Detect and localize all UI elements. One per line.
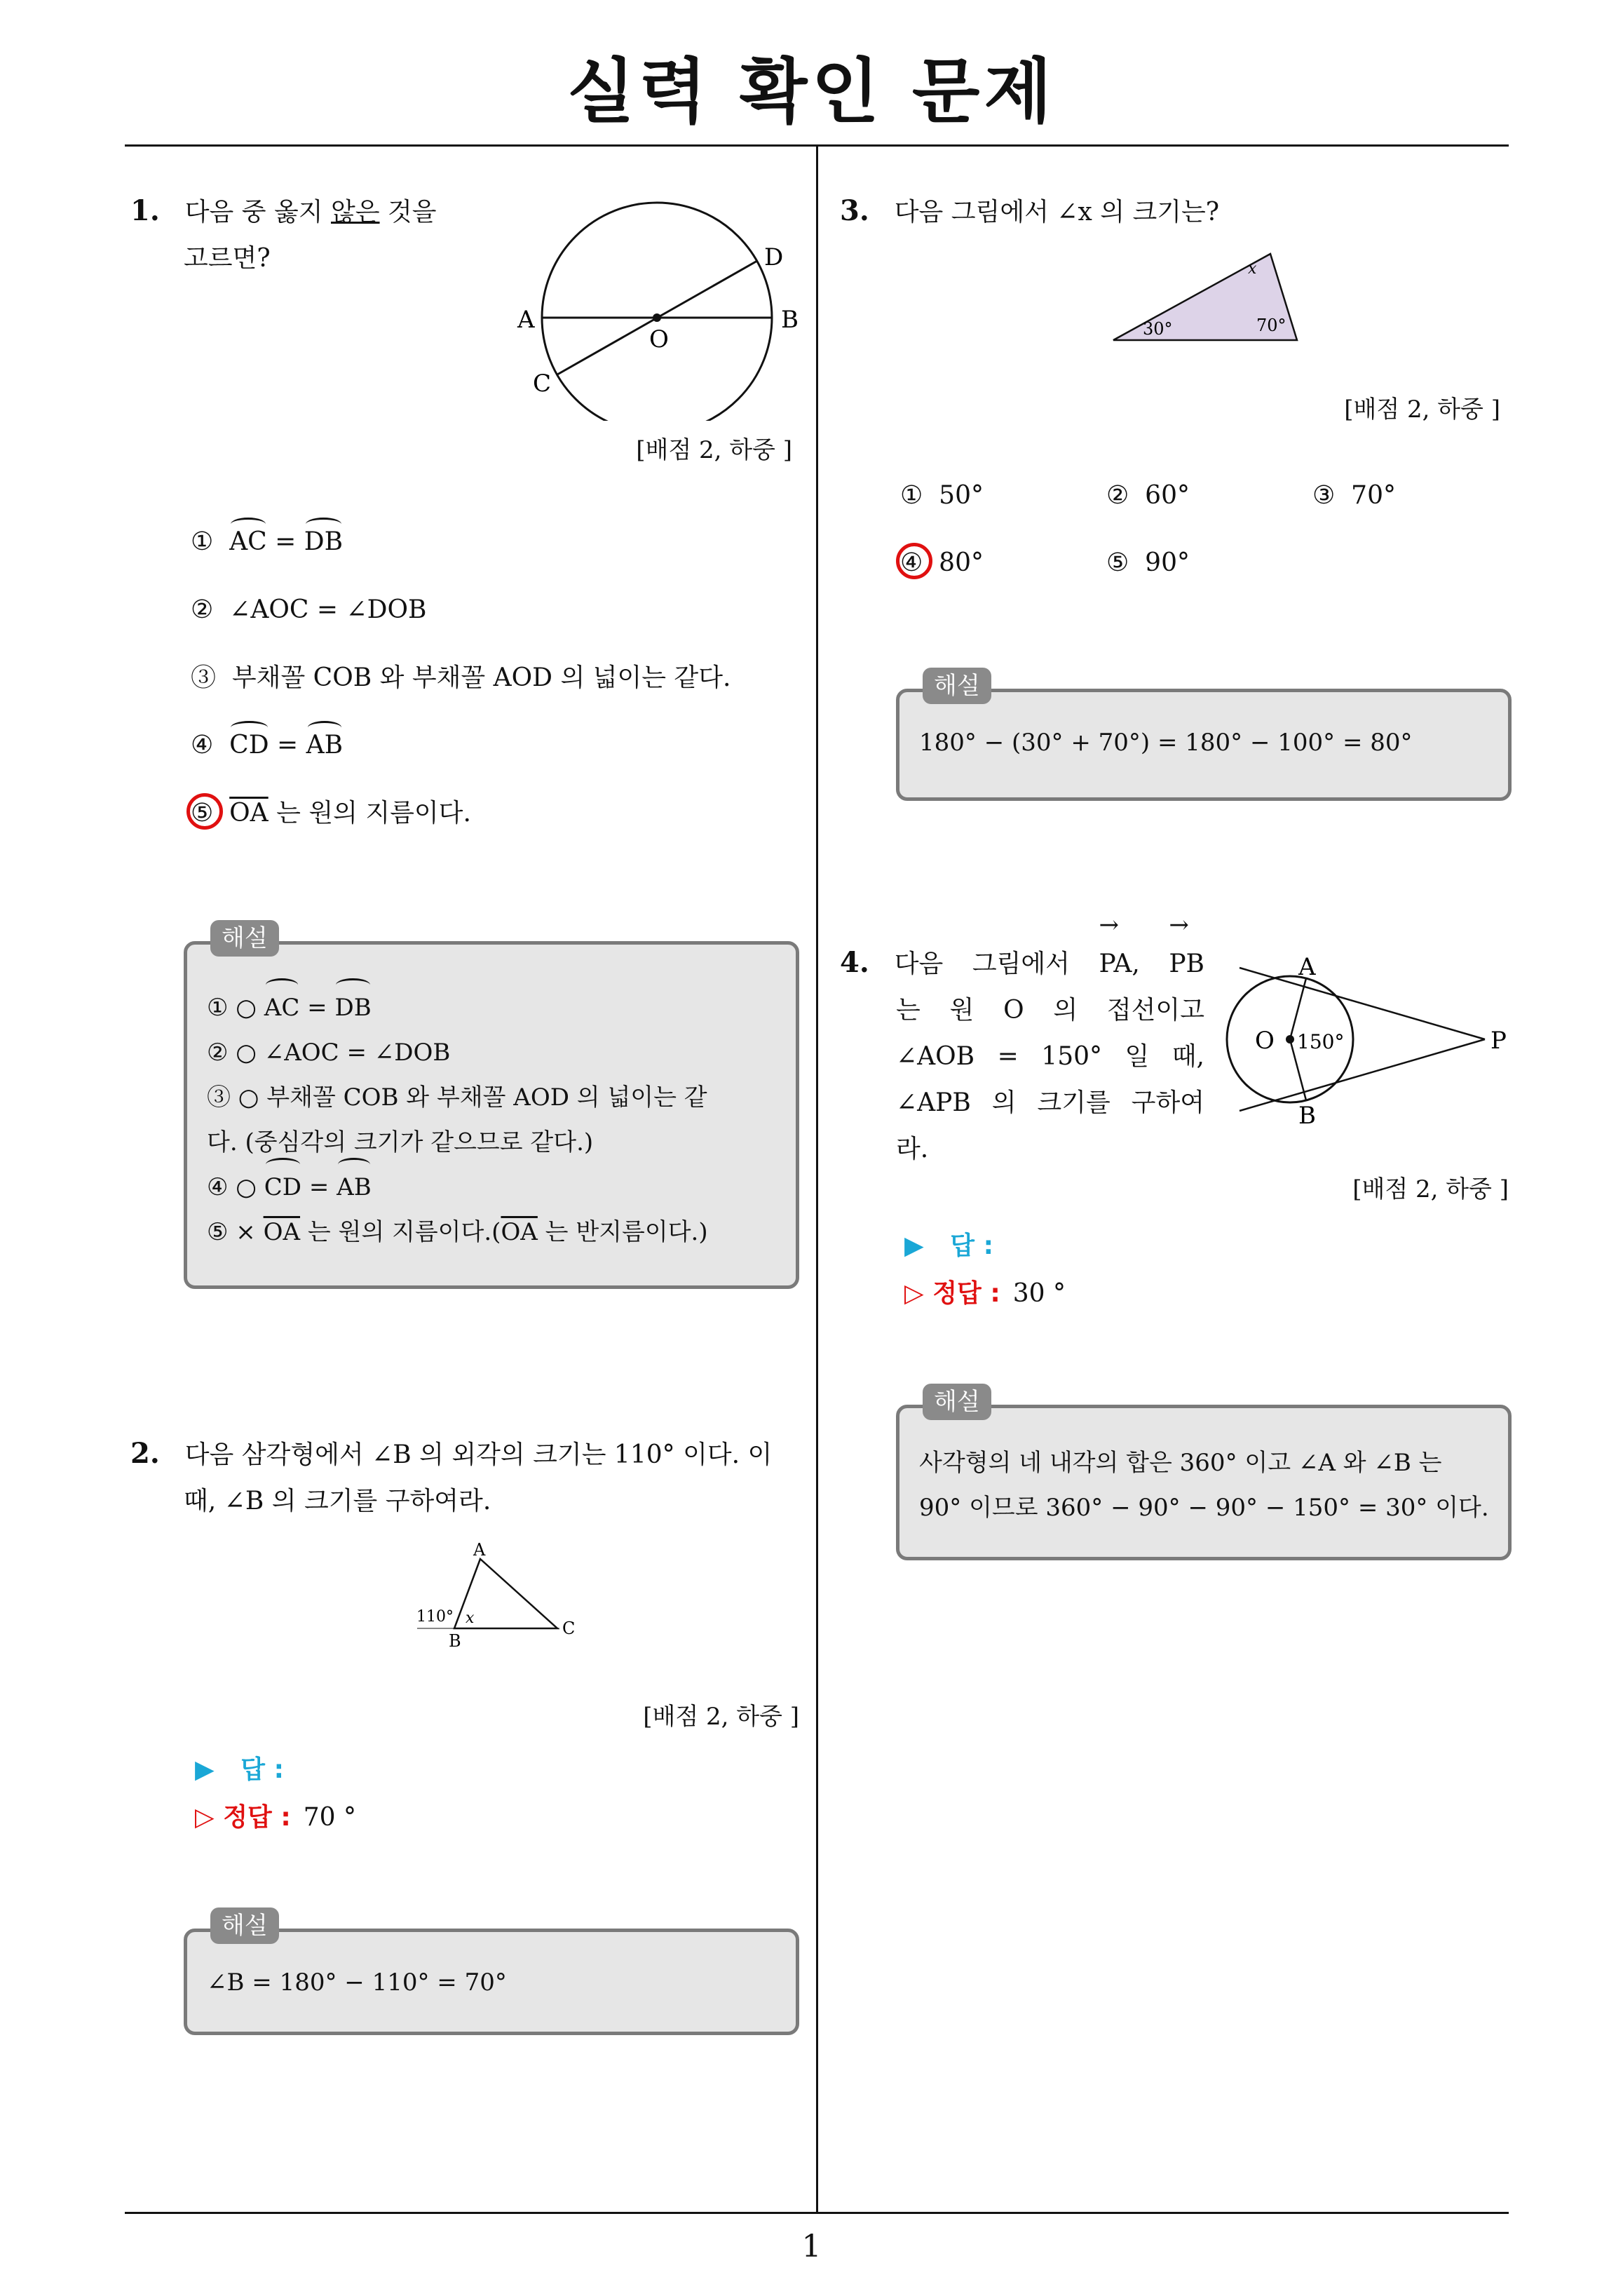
q4-label-b: B	[1298, 1102, 1316, 1129]
page-number: 1	[801, 2229, 822, 2264]
q4-tangent-figure	[1220, 947, 1514, 1129]
q1-circle	[542, 203, 772, 421]
q3-text: 3. 다음 그림에서 ∠x 의 크기는?	[840, 194, 1220, 227]
q2-label-x: x	[466, 1609, 475, 1627]
q1-score: [배점 2, 하중 ]	[636, 436, 792, 464]
q1-label-d: D	[764, 243, 784, 271]
filled-arrow-icon: ▶	[904, 1231, 924, 1260]
q3-score: [배점 2, 하중 ]	[1344, 396, 1500, 424]
filled-arrow-icon: ▶	[195, 1755, 215, 1784]
q2-explanation-text: ∠B = 180° − 110° = 70°	[207, 1969, 507, 1997]
q3-label-x: x	[1248, 260, 1257, 278]
q2-explanation-label: 해설	[210, 1907, 279, 1944]
page-title: 실력 확인 문제	[566, 50, 1057, 133]
q4-number: 4.	[840, 946, 869, 979]
q4-center-point	[1286, 1035, 1294, 1044]
q2-explanation-box	[184, 1929, 799, 2035]
q4-tangent-pb	[1240, 1039, 1485, 1111]
q2-label-a: A	[473, 1540, 486, 1560]
q3-option-4[interactable]: ④ 80°	[900, 548, 984, 577]
q1-text: 1. 다음 중 옳지 않은 것을 고르면?	[130, 194, 437, 273]
q4-score: [배점 2, 하중 ]	[1352, 1175, 1509, 1203]
q1-option-3[interactable]: ③ 부채꼴 COB 와 부채꼴 AOD 의 넓이는 같다.	[191, 663, 731, 692]
q4-correct-answer: ▷ 정답 : 30 °	[904, 1279, 1066, 1308]
q2-answer-label: ▶ 답 :	[195, 1755, 285, 1784]
q3-option-5[interactable]: ⑤ 90°	[1106, 548, 1190, 577]
q1-explanation-text: ① ○ AC = DB ② ○ ∠AOC = ∠DOB ③ ○ 부채꼴 COB 와 부채꼴 AOD 의 넓이는 같 다. (중심각의 크기가 같으므로 같다.) ④ ○ CD = AB ⑤ × $\overline{OA}$ 는 원의 지름이다$.(\overline{OA}$ 는 반지름이다.)	[207, 985, 789, 1255]
q4-label-p: P	[1490, 1027, 1507, 1055]
q3-label-30: 30°	[1143, 319, 1173, 339]
q1-explanation-box	[184, 941, 799, 1289]
q4-tangent-pa	[1240, 968, 1485, 1039]
q4-explanation-label: 해설	[923, 1384, 991, 1420]
q3-explanation-label: 해설	[923, 668, 991, 704]
q1-option-4[interactable]: ④ CD = AB	[191, 728, 343, 763]
q1-option-2[interactable]: ② ∠AOC = ∠DOB	[191, 595, 427, 624]
q2-label-b: B	[449, 1631, 461, 1651]
q1-center-point	[653, 313, 661, 322]
q3-explanation-box	[896, 689, 1512, 801]
q1-selected-answer-mark	[186, 793, 223, 830]
bottom-rule	[125, 2212, 1509, 2214]
q4-label-angle: 150°	[1297, 1030, 1345, 1053]
q3-explanation-text: 180° − (30° + 70°) = 180° − 100° = 80°	[919, 729, 1413, 757]
q1-label-b: B	[781, 306, 799, 334]
open-arrow-icon: ▷	[904, 1279, 924, 1308]
q4-label-o: O	[1255, 1027, 1275, 1055]
q3-option-1[interactable]: ① 50°	[900, 481, 984, 510]
q3-triangle-figure	[1108, 245, 1311, 351]
q4-explanation-box	[896, 1405, 1512, 1560]
q2-score: [배점 2, 하중 ]	[643, 1703, 799, 1731]
q1-option-5[interactable]: ⑤ $\overline{OA}$ 는 원의 지름이다.	[191, 799, 471, 828]
q2-number: 2.	[130, 1437, 160, 1470]
q2-triangle-figure	[407, 1536, 589, 1655]
q4-explanation-text: 사각형의 네 내각의 합은 360° 이고 ∠A 와 ∠B 는 90° 이므로 360° − 90° − 90° − 150° = 30° 이다.	[919, 1449, 1489, 1522]
q4-text: 4. 다음 그림에서 PA →, PB → 는 원 O 의 접선이고 ∠AOB = 150° 일 때, ∠APB 의 크기를 구하여 라.	[840, 940, 1204, 1173]
q2-text: 2. 다음 삼각형에서 ∠B 의 외각의 크기는 110° 이다. 이 때, ∠B 의 크기를 구하여라.	[130, 1437, 773, 1515]
q1-option-1[interactable]: ① AC = DB	[191, 525, 343, 560]
open-arrow-icon: ▷	[195, 1803, 215, 1832]
q2-correct-answer: ▷ 정답 : 70 °	[195, 1803, 356, 1832]
q1-number: 1.	[130, 194, 160, 227]
q2-label-angle: 110°	[416, 1608, 454, 1626]
q2-label-c: C	[562, 1619, 576, 1638]
column-divider	[816, 144, 818, 2213]
q3-option-2[interactable]: ② 60°	[1106, 481, 1190, 510]
q4-label-a: A	[1298, 953, 1316, 981]
q4-answer-label: ▶ 답 :	[904, 1231, 994, 1260]
q3-option-3[interactable]: ③ 70°	[1312, 481, 1396, 510]
q1-label-c: C	[533, 370, 552, 398]
q3-number: 3.	[840, 194, 869, 227]
q1-label-o: O	[649, 325, 669, 353]
q3-selected-answer-mark	[896, 543, 932, 579]
q1-explanation-label: 해설	[210, 920, 279, 957]
q3-label-70: 70°	[1256, 316, 1286, 335]
q1-label-a: A	[517, 306, 535, 334]
q1-circle-figure	[505, 189, 813, 421]
